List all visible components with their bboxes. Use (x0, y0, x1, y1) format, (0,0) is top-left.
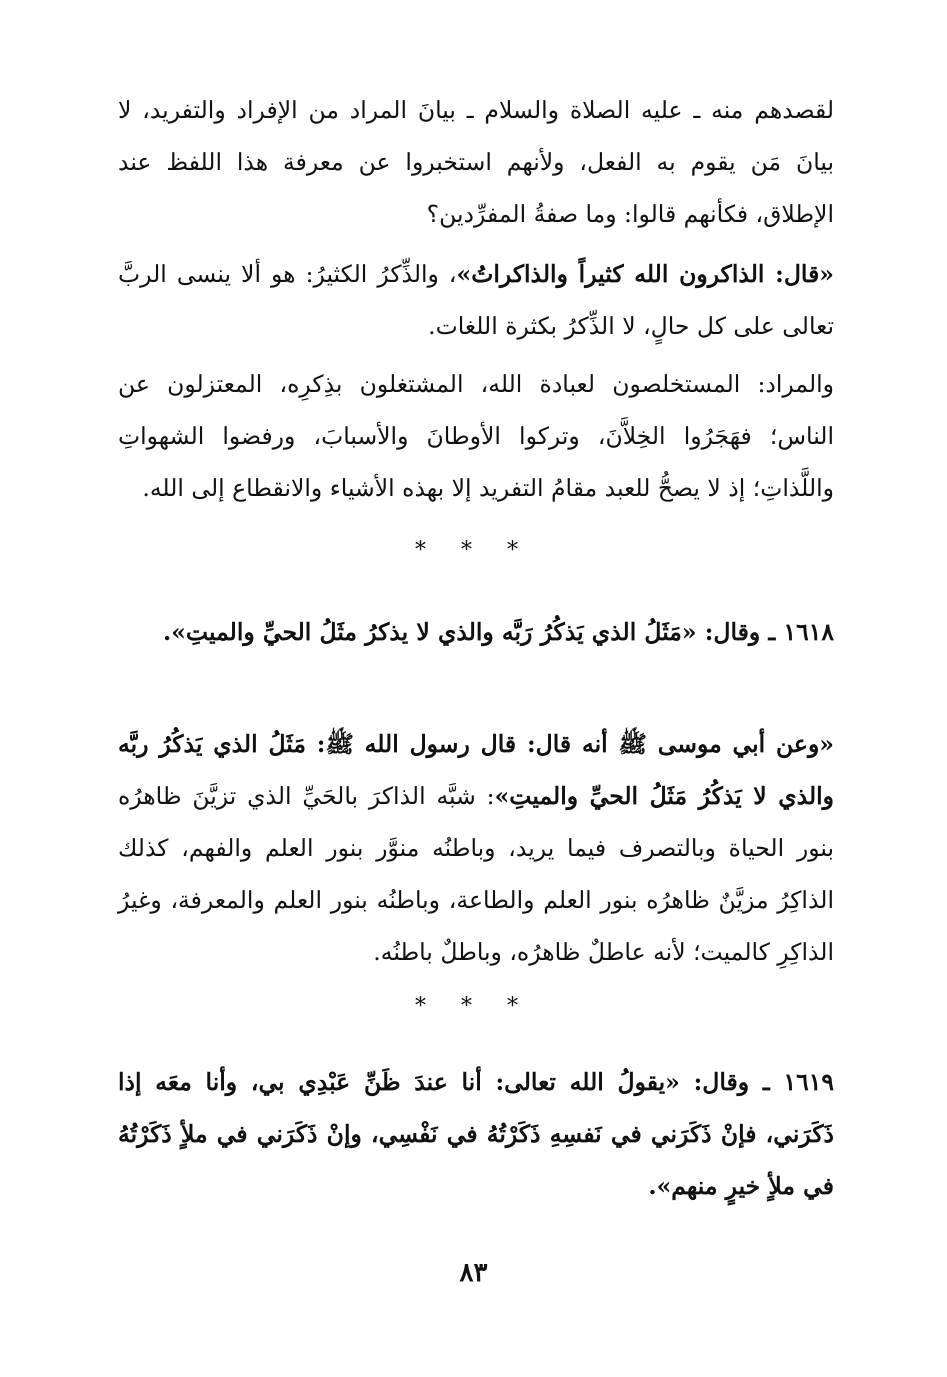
quote-abu-musa: «وعن أبي موسى ﷺ أنه قال: قال رسول الله ﷺ: مَثَلُ الذي يَذكُرُ ربَّه والذي لا يَذكُرُ مَثَلُ الحيِّ والميتِ» (118, 730, 834, 810)
paragraph-dhakirun (118, 248, 834, 352)
paragraph-abu-musa (118, 718, 834, 978)
hadith-1619: ١٦١٩ ـ وقال: «يقولُ الله تعالى: أنا عندَ ظَنِّ عَبْدِي بي، وأنا معَه إذا ذَكَرَني، فإنْ ذَكَرَني في نَفسِهِ ذَكَرْتُهُ في نَفْسِي، وإنْ ذَكَرَني في ملأٍ ذَكَرْتُهُ في ملأٍ خيرٍ منهم». (118, 1068, 834, 1200)
paragraph-dhakirun-text: ، والذِّكرُ الكثيرُ: هو ألا ينسى الربَّ تعالى على كل حالٍ، لا الذِّكرُ بكثرة اللغات. (118, 260, 834, 340)
paragraph-intro (118, 84, 834, 240)
hadith-1618: ١٦١٨ ـ وقال: «مَثَلُ الذي يَذكُرُ رَبَّه والذي لا يذكرُ مثَلُ الحيِّ والميتِ». (163, 618, 834, 646)
hadith-number-1619: ١٦١٩ (783, 1068, 834, 1096)
section-separator: * * * (415, 538, 532, 563)
hadith-number-1618: ١٦١٨ (783, 618, 834, 646)
paragraph-murad-text: والمراد: المستخلصون لعبادة الله، المشتغلون بذِكرِه، المعتزلون عن الناس؛ فهَجَرُوا الخِلاَّنَ، وتركوا الأوطانَ والأسبابَ، ورفضوا الشهواتِ واللَّذاتِ؛ إذ لا يصحُّ للعبد مقامُ التفريد إلا بهذه الأشياء والانقطاع إلى الله. (118, 370, 834, 502)
hadith-1619-text: ـ وقال: «يقولُ الله تعالى: أنا عندَ ظَنِّ عَبْدِي بي، وأنا معَه إذا ذَكَرَني، فإنْ ذَكَرَني في نَفسِهِ ذَكَرْتُهُ في نَفْسِي، وإنْ ذَكَرَني في ملأٍ ذَكَرْتُهُ في ملأٍ خيرٍ منهم» (118, 1068, 834, 1200)
quote-dhakirun: «قال: الذاكرون الله كثيراً والذاكراتُ» (456, 260, 834, 288)
hadith-1618-text: ـ وقال: «مَثَلُ الذي يَذكُرُ رَبَّه والذي لا يذكرُ مثَلُ الحيِّ والميتِ» (171, 618, 784, 646)
paragraph-abu-musa-text: : شبَّه الذاكرَ بالحَيِّ الذي تزيَّنَ ظاهرُه بنور الحياة وبالتصرف فيما يريد، وباطنُه منوَّر بنور العلم والفهم، كذلك الذاكِرُ مزيَّنٌ ظاهرُه بنور العلم والطاعة، وباطنُه بنور العلم والمعرفة، وغيرُ الذاكِرِ كالميت؛ لأنه عاطلٌ ظاهرُه، وباطلٌ باطنُه. (118, 782, 834, 966)
paragraph-murad (118, 358, 834, 514)
paragraph-intro-text: لقصدهم منه ـ عليه الصلاة والسلام ـ بيانَ المراد من الإفراد والتفريد، لا بيانَ مَن يقوم به الفعل، ولأنهم استخبروا عن معرفة هذا اللفظ عند الإطلاق، فكأنهم قالوا: وما صفةُ المفرِّدين؟ (118, 96, 834, 228)
page-number: ٨٣ (459, 1258, 488, 1288)
section-separator: * * * (415, 994, 532, 1019)
